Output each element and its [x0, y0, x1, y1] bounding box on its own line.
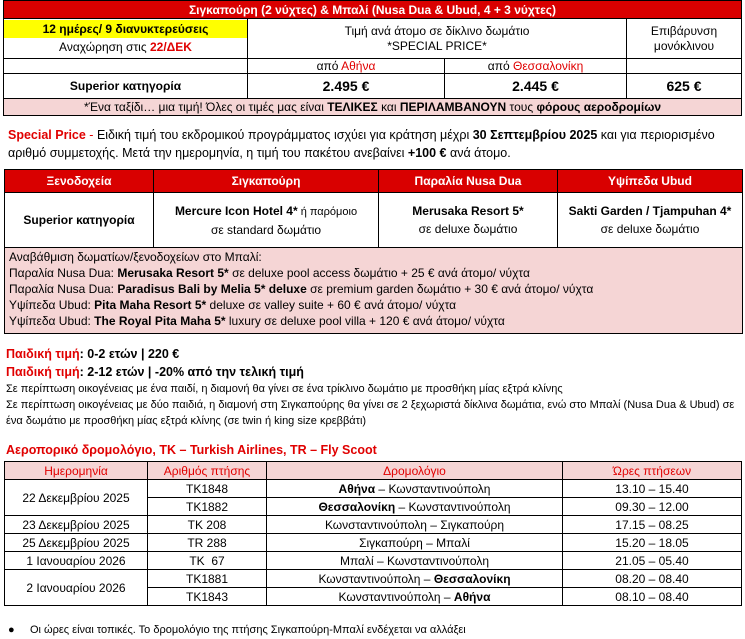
price-table: [3, 0, 742, 116]
price-thessaloniki: 2.445 €: [445, 74, 627, 99]
flight-times: 09.30 – 12.00: [563, 498, 742, 516]
child-price-2: Παιδική τιμή: 2-12 ετών | -20% από την τελική τιμή: [6, 365, 304, 379]
hotel-table: [4, 169, 743, 334]
flight-header: Δρομολόγιο: [267, 462, 563, 480]
flight-number: TK 208: [148, 516, 267, 534]
price-header-cell: [248, 19, 627, 59]
child-note-2: Σε περίπτωση οικογένειας με δύο παιδιά, η διαμονή στη Σιγκαπούρης θα γίνει σε 2 ξεχωριστά δίκλινα δωμάτια, ενώ στο Μπαλί (Nusa Dua & Ubud) σε ένα δωμάτιο με προσθήκη μίας εξτρά κλίνης (σε twin ή king size κρεββάτι): [6, 399, 735, 427]
singapore-hotel-cell: Mercure Icon Hotel 4* ή παρόμοιο σε standard δωμάτιο: [154, 193, 379, 248]
flights-title: Αεροπορικό δρομολόγιο, TK – Turkish Airlines, TR – Fly Scoot: [6, 443, 377, 457]
nusadua-room: σε deluxe δωμάτιο: [418, 222, 518, 236]
trip-duration: 12 ημέρες/ 9 διανυκτερεύσεις: [4, 20, 247, 38]
price-header-line1: Τιμή ανά άτομο σε δίκλινο δωμάτιο: [344, 23, 530, 38]
flight-row: [5, 516, 742, 534]
price-increase: +100 €: [407, 146, 447, 160]
nusadua-hotel: Merusaka Resort 5*: [412, 204, 524, 218]
flight-route: Κωνσταντινούπολη – Αθήνα: [267, 588, 563, 606]
athens-label: Αθήνα: [341, 59, 376, 73]
flight-times: 15.20 – 18.05: [563, 534, 742, 552]
empty-cell: [4, 59, 248, 74]
bullet-icon: ●: [8, 624, 15, 636]
flight-row: [5, 534, 742, 552]
departure-date: 22/ΔΕΚ: [149, 39, 192, 54]
flights-note-text: Οι ώρες είναι τοπικές. Το δρομολόγιο της πτήσης Σιγκαπούρη-Μπαλί ενδέχεται να αλλάξει: [30, 624, 466, 636]
surcharge-line1: Επιβάρυνση: [650, 23, 718, 38]
flight-header: Αριθμός πτήσης: [148, 462, 267, 480]
hotel-header: Παραλία Nusa Dua: [379, 170, 558, 193]
flight-number: TK 67: [148, 552, 267, 570]
price-single: 625 €: [627, 74, 742, 99]
flight-number: TK1843: [148, 588, 267, 606]
child-price-1: Παιδική τιμή: 0-2 ετών | 220 €: [6, 347, 180, 361]
price-header-line2: *SPECIAL PRICE*: [387, 38, 487, 53]
flight-number: TK1881: [148, 570, 267, 588]
flight-route: Σιγκαπούρη – Μπαλί: [267, 534, 563, 552]
child-price-section: [6, 345, 742, 429]
trip-info-cell: [4, 19, 248, 59]
flight-header: Ημερομηνία: [5, 462, 148, 480]
flight-times: 13.10 – 15.40: [563, 480, 742, 498]
departure-line: [4, 38, 247, 58]
ubud-hotel: Sakti Garden / Tjampuhan 4*: [568, 204, 732, 218]
departure-label: Αναχώρηση στις: [59, 39, 150, 54]
special-price-paragraph: Special Price - Ειδική τιμή του εκδρομικού προγράμματος ισχύει για κράτηση μέχρι 30 Σεπτεμβρίου 2025 και για περιορισμένο αριθμό συμμετοχής. Μετά την ημερομηνία, η τιμή του πακέτου ανεβαίνει +100 € ανά άτομο.: [8, 128, 715, 160]
flight-row: [5, 552, 742, 570]
flight-route: Κωνσταντινούπολη – Σιγκαπούρη: [267, 516, 563, 534]
upgrade-item: Υψίπεδα Ubud: Pita Maha Resort 5* deluxe σε valley suite + 60 € ανά άτομο/ νύχτα: [9, 298, 457, 312]
hotel-header: Σιγκαπούρη: [154, 170, 379, 193]
flight-times: 17.15 – 08.25: [563, 516, 742, 534]
flight-date: 25 Δεκεμβρίου 2025: [5, 534, 148, 552]
child-note-1: Σε περίπτωση οικογένειας με ένα παιδί, η διαμονή θα γίνει σε ένα τρίκλινο δωμάτιο με προσθήκη μίας εξτρά κλίνης: [6, 383, 563, 395]
flight-times: 08.20 – 08.40: [563, 570, 742, 588]
flights-note: [8, 622, 740, 638]
flight-date: 1 Ιανουαρίου 2026: [5, 552, 148, 570]
flight-header: Ώρες πτήσεων: [563, 462, 742, 480]
flight-table: [4, 461, 742, 606]
page-title: Σιγκαπούρη (2 νύχτες) & Μπαλί (Nusa Dua & Ubud, 4 + 3 νύχτες): [4, 1, 742, 19]
special-deadline: 30 Σεπτεμβρίου 2025: [472, 128, 598, 142]
flight-times: 08.10 – 08.40: [563, 588, 742, 606]
upgrade-item: Παραλία Nusa Dua: Paradisus Bali by Melia 5* deluxe σε premium garden δωμάτιο + 30 € ανά άτομο/ νύχτα: [9, 282, 594, 296]
singapore-hotel: Mercure Icon Hotel 4*: [174, 203, 298, 218]
ubud-hotel-cell: [558, 193, 743, 248]
flight-date: 22 Δεκεμβρίου 2025: [5, 480, 148, 516]
flight-route: Κωνσταντινούπολη – Θεσσαλονίκη: [267, 570, 563, 588]
flight-route: Μπαλί – Κωνσταντινούπολη: [267, 552, 563, 570]
empty-cell: [627, 59, 742, 74]
flight-row: [5, 570, 742, 588]
flight-route: Αθήνα – Κωνσταντινούπολη: [267, 480, 563, 498]
flight-date: 2 Ιανουαρίου 2026: [5, 570, 148, 606]
flight-number: TK1848: [148, 480, 267, 498]
flight-times: 21.05 – 05.40: [563, 552, 742, 570]
hotel-header: Υψίπεδα Ubud: [558, 170, 743, 193]
flight-number: TR 288: [148, 534, 267, 552]
from-thessaloniki-cell: από Θεσσαλονίκη: [445, 59, 627, 74]
upgrade-item: Υψίπεδα Ubud: The Royal Pita Maha 5* luxury σε deluxe pool villa + 120 € ανά άτομο/ νύχτα: [9, 314, 505, 328]
upgrade-title: Αναβάθμιση δωματίων/ξενοδοχείων στο Μπαλί:: [9, 250, 262, 264]
from-athens-cell: από Αθήνα: [248, 59, 445, 74]
flight-date: 23 Δεκεμβρίου 2025: [5, 516, 148, 534]
upgrade-box: [5, 248, 743, 334]
flight-row: [5, 480, 742, 498]
flight-route: Θεσσαλονίκη – Κωνσταντινούπολη: [267, 498, 563, 516]
singapore-room: σε standard δωμάτιο: [210, 222, 322, 237]
flight-number: TK1882: [148, 498, 267, 516]
upgrade-item: Παραλία Nusa Dua: Merusaka Resort 5* σε deluxe pool access δωμάτιο + 25 € ανά άτομο/ νύχτα: [9, 266, 530, 280]
nusadua-hotel-cell: [379, 193, 558, 248]
price-note: *Ένα ταξίδι… μια τιμή! Όλες οι τιμές μας είναι ΤΕΛΙΚΕΣ και ΠΕΡΙΛΑΜΒΑΝΟΥΝ τους φόρους αεροδρομίων: [4, 99, 742, 116]
special-price-label: Special Price: [8, 128, 86, 142]
surcharge-header-cell: [627, 19, 742, 59]
ubud-room: σε deluxe δωμάτιο: [600, 222, 700, 236]
price-athens: 2.495 €: [248, 74, 445, 99]
surcharge-line2: μονόκλινου: [653, 38, 715, 53]
hotel-category: Superior κατηγορία: [5, 193, 154, 248]
thessaloniki-label: Θεσσαλονίκη: [512, 59, 584, 73]
hotel-header: Ξενοδοχεία: [5, 170, 154, 193]
category-cell: Superior κατηγορία: [4, 74, 248, 99]
